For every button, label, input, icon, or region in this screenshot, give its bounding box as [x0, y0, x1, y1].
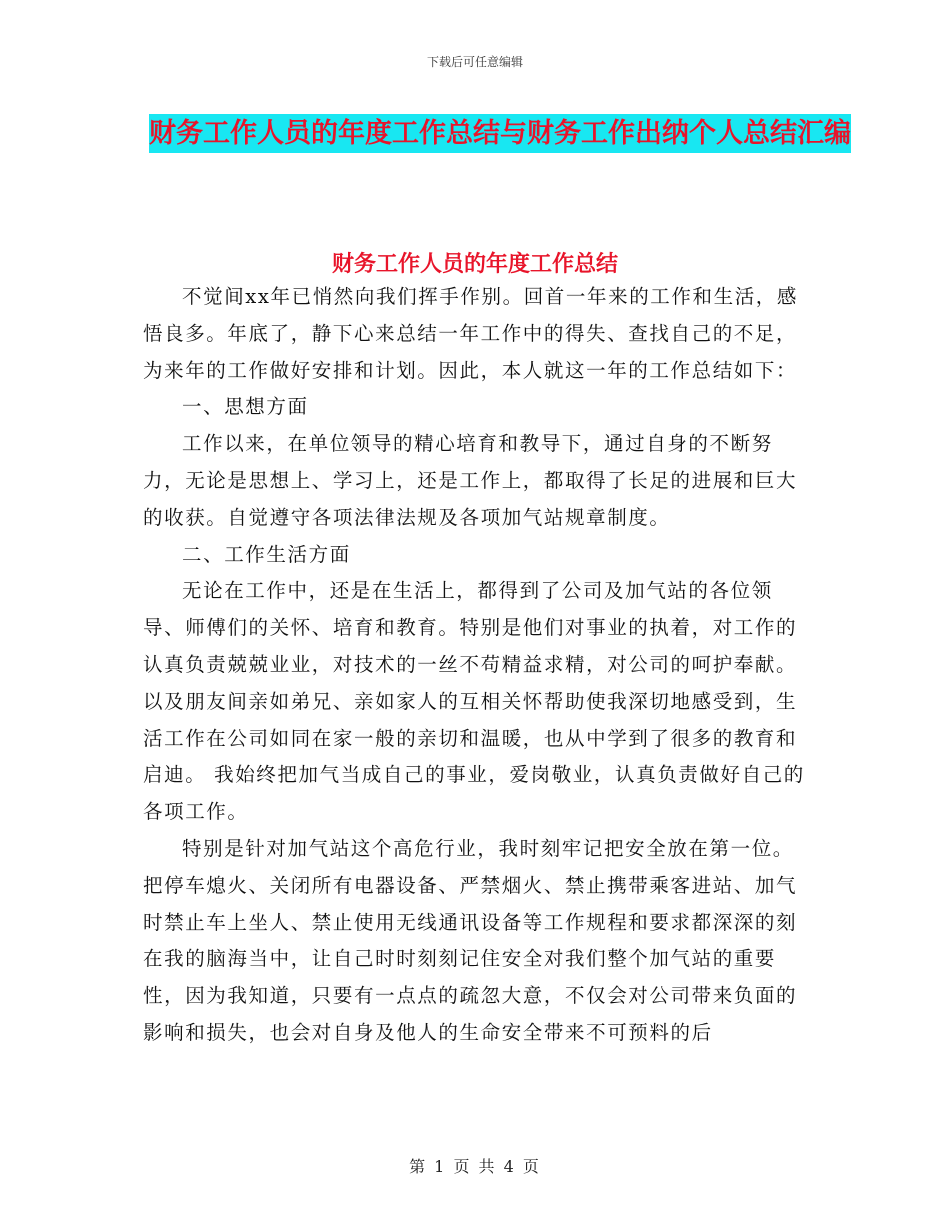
section-title: 财务工作人员的年度工作总结: [331, 252, 618, 277]
document-body: [143, 279, 811, 1052]
heading-work-life: 二、工作生活方面: [182, 542, 351, 566]
paragraph: 不觉间xx年已悄然向我们挥手作别。回首一年来的工作和生活，感悟良多。年底了，静下心来总结一年工作中的得失、查找自己的不足，为来年的工作做好安排和计划。因此，本人就这一年的工作总结如下：: [143, 285, 798, 382]
header-note: 下载后可任意编辑: [426, 55, 523, 69]
paragraph: 特别是针对加气站这个高危行业，我时刻牢记把安全放在第一位。把停车熄火、关闭所有电器设备、严禁烟火、禁止携带乘客进站、加气时禁止车上坐人、禁止使用无线通讯设备等工作规程和要求都深深的刻在我的脑海当中，让自己时时刻刻记住安全对我们整个加气站的重要性，因为我知道，只要有一点点的疏忽大意，不仅会对公司带来负面的影响和损失，也会对自身及他人的生命安全带来不可预料的后: [143, 836, 798, 1044]
main-title: [140, 108, 860, 159]
paragraph: 工作以来，在单位领导的精心培育和教导下，通过自身的不断努力，无论是思想上、学习上，还是工作上，都取得了长足的进展和巨大的收获。自觉遵守各项法律法规及各项加气站规章制度。: [143, 432, 798, 529]
heading-ideology: 一、思想方面: [182, 395, 309, 419]
paragraph: 无论在工作中，还是在生活上，都得到了公司及加气站的各位领导、师傅们的关怀、培育和教育。特别是他们对事业的执着，对工作的认真负责兢兢业业，对技术的一丝不苟精益求精，对公司的呵护奉献。以及朋友间亲如弟兄、亲如家人的互相关怀帮助使我深切地感受到，生活工作在公司如同在家一般的亲切和温暖，也从中学到了很多的教育和启迪。 我始终把加气当成自己的事业，爱岗敬业，认真负责做好自己的各项工作。: [143, 579, 805, 824]
main-title-text: 财务工作人员的年度工作总结与财务工作出纳个人总结汇编: [149, 114, 851, 153]
page-number: 第 1 页 共 4 页: [409, 1157, 541, 1176]
